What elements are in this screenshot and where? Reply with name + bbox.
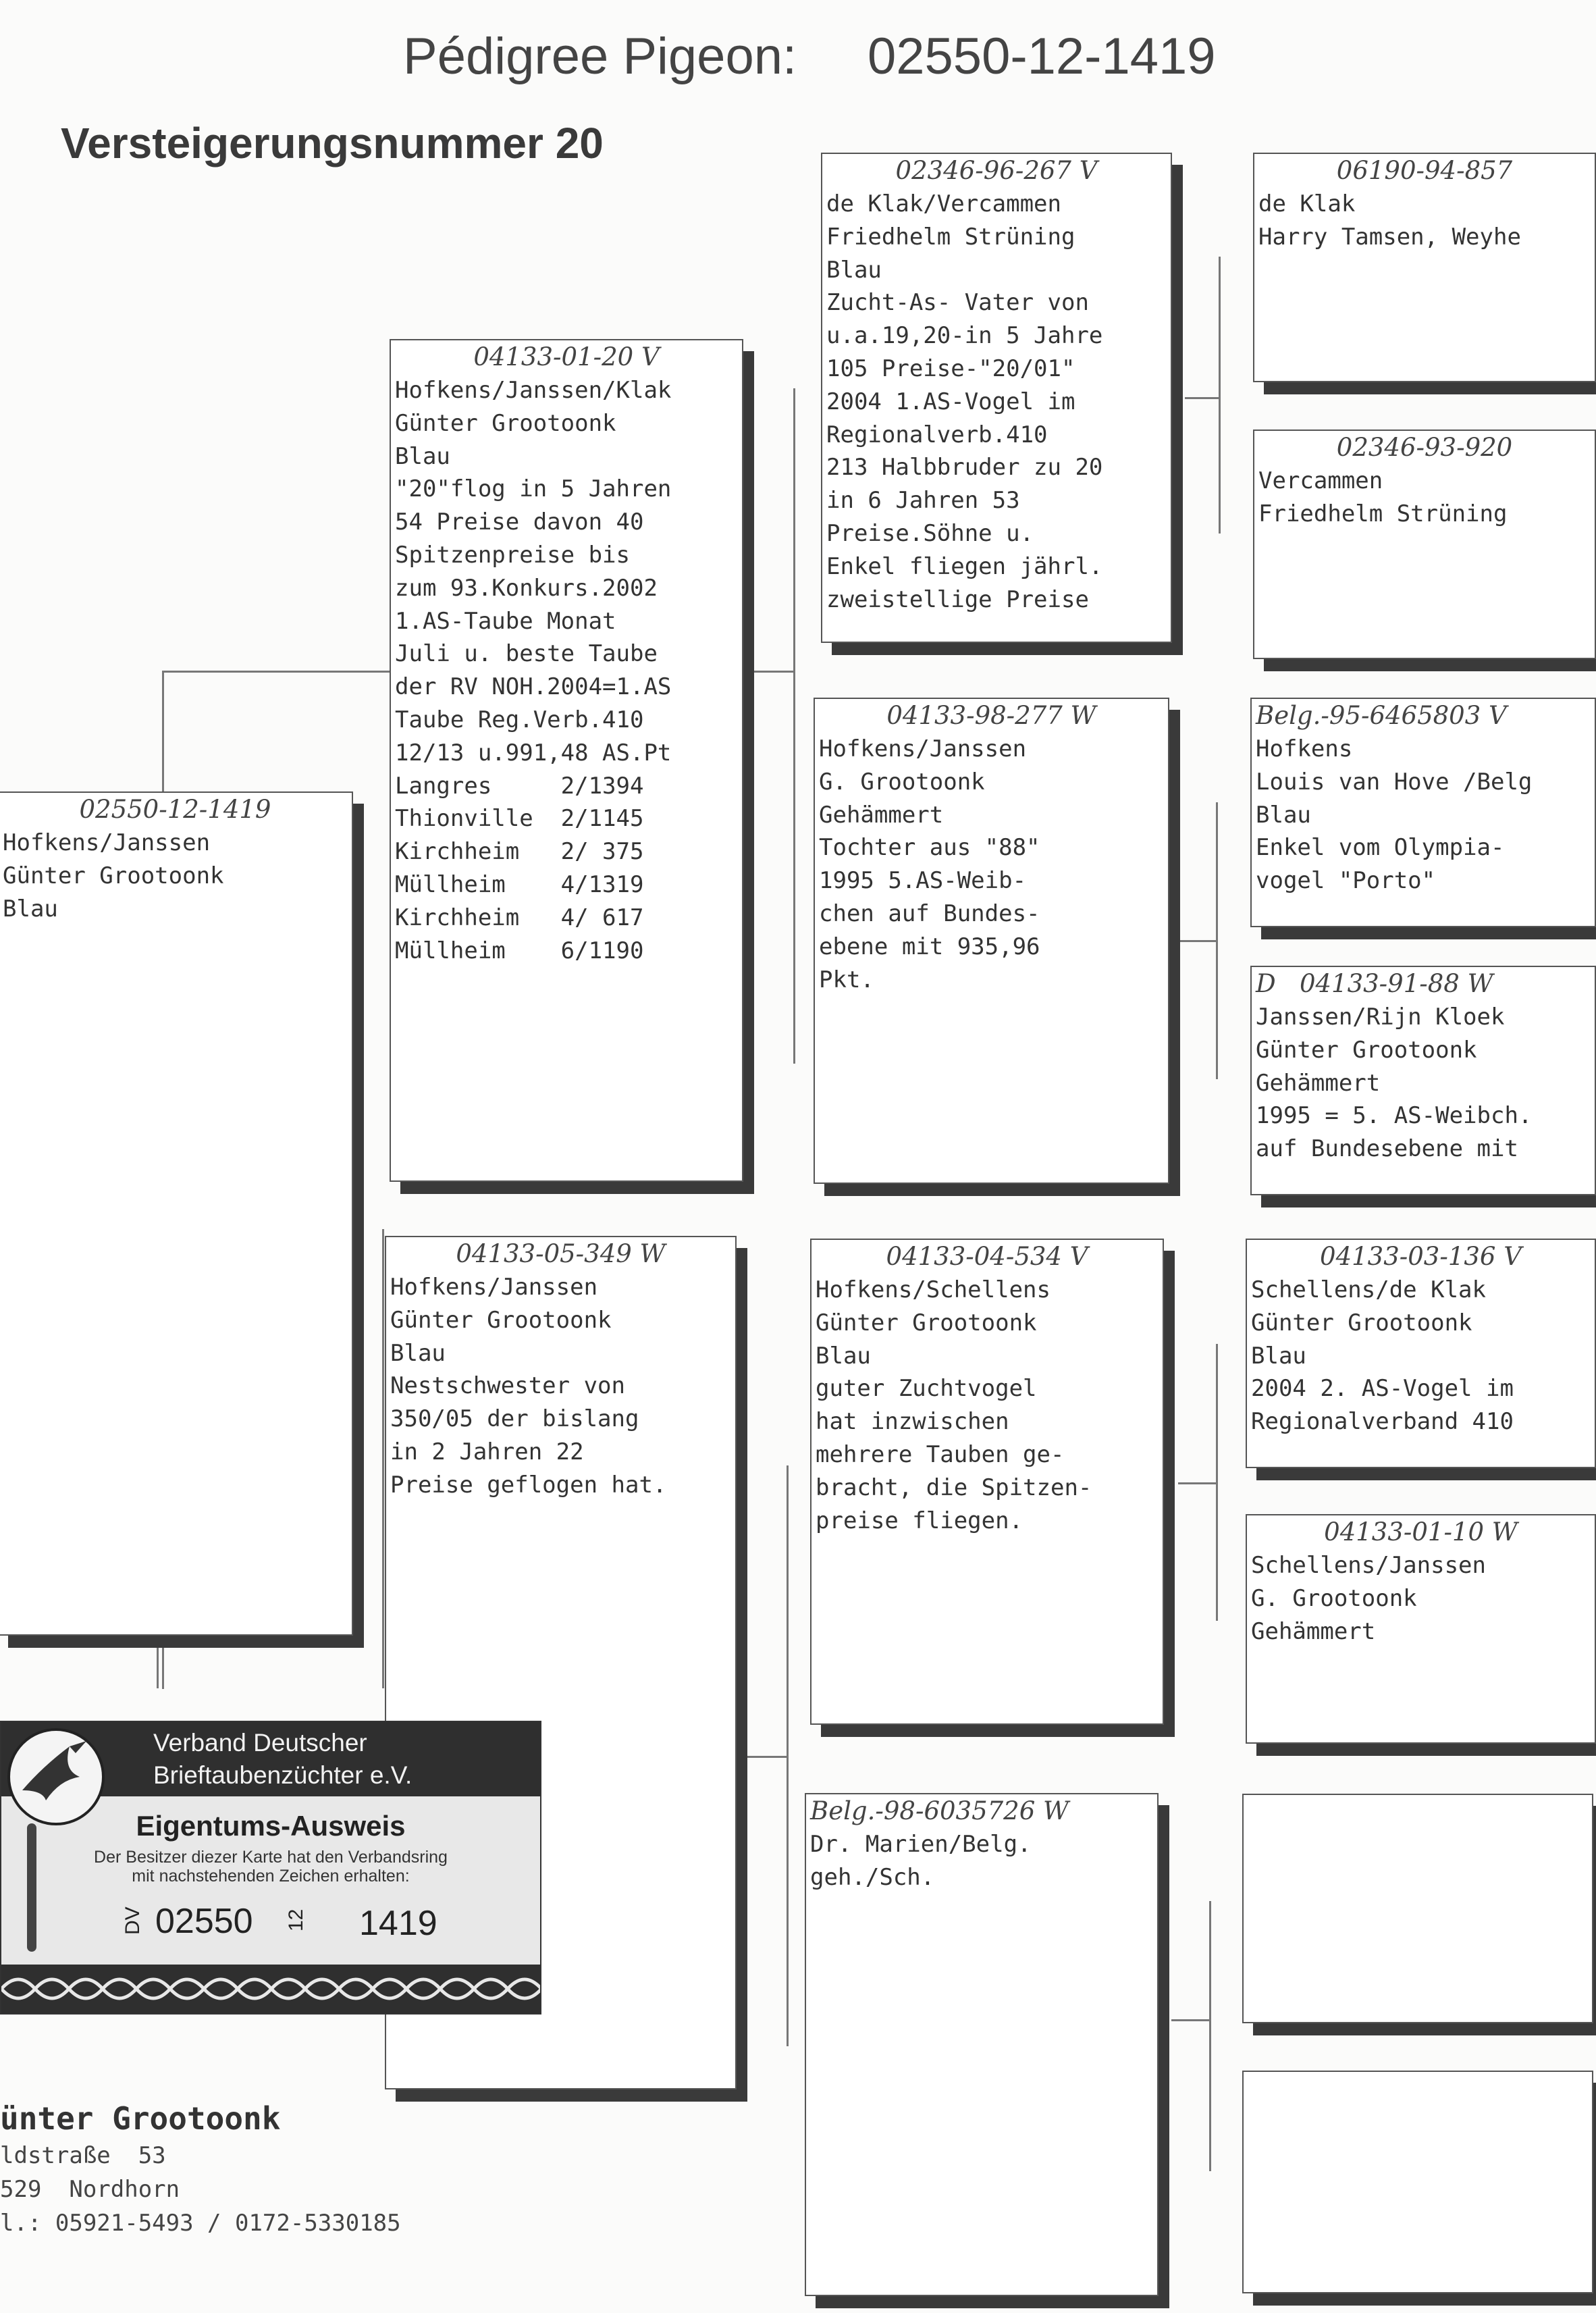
- pedigree-line: Müllheim 4/1319: [395, 870, 644, 898]
- ffm-lines: [1254, 465, 1595, 531]
- pedigree-line: zum 93.Konkurs.2002: [395, 574, 658, 602]
- mff-lines: [1247, 1274, 1595, 1438]
- auction-number: Versteigerungsnummer 20: [61, 119, 604, 167]
- pedigree-line: Gehämmert: [1251, 1617, 1376, 1645]
- pedigree-line: mehrere Tauben ge-: [816, 1440, 1065, 1468]
- mfm-box: [1246, 1514, 1596, 1744]
- pedigree-line: in 6 Jahren 53: [826, 487, 1020, 515]
- card-sub-line2: mit nachstehenden Zeichen erhalten:: [132, 1867, 410, 1886]
- pedigree-line: Nestschwester von: [390, 1372, 625, 1400]
- pedigree-line: Hofkens/Janssen: [819, 735, 1027, 762]
- pedigree-line: "20"flog in 5 Jahren: [395, 475, 672, 503]
- owner-phone: l.: 05921-5493 / 0172-5330185: [0, 2210, 401, 2237]
- connector-mother-grandparents-v: [787, 1465, 791, 2046]
- fmm-lines: [1252, 1001, 1595, 1166]
- pedigree-title-label: Pédigree Pigeon:: [403, 28, 797, 85]
- mmm-box: [1242, 2071, 1593, 2293]
- pedigree-line: chen auf Bundes-: [819, 900, 1040, 927]
- pedigree-line: Hofkens/Janssen: [3, 829, 211, 856]
- connector-mf-greats-v: [1216, 1344, 1220, 1621]
- fmf-lines: [1252, 733, 1595, 898]
- card-title: Eigentums-Ausweis: [136, 1810, 406, 1842]
- connector-subject-parents-bottom: [157, 1634, 161, 1688]
- father-ring: 04133-01-20 V: [473, 342, 660, 371]
- connector-fm-greats-v: [1216, 802, 1220, 1079]
- pedigree-line: Hofkens/Janssen/Klak: [395, 377, 672, 404]
- fmm-box: [1250, 966, 1596, 1195]
- ring-seal-icon: [27, 1823, 36, 1952]
- card-year: 12: [285, 1908, 307, 1931]
- pedigree-line: Enkel vom Olympia-: [1256, 834, 1505, 862]
- card-prefix: DV: [122, 1906, 144, 1935]
- subject-lines: [0, 827, 352, 925]
- fm-box: [814, 698, 1169, 1184]
- pedigree-line: Schellens/Janssen: [1251, 1552, 1486, 1579]
- pedigree-line: zweistellige Preise: [826, 586, 1089, 613]
- ff-box: [821, 153, 1172, 643]
- pedigree-line: Blau: [3, 895, 58, 922]
- pedigree-line: Günter Grootoonk: [395, 409, 616, 437]
- mm-box: [805, 1793, 1159, 2296]
- pedigree-line: G. Grootoonk: [819, 768, 985, 796]
- mm-lines: [806, 1828, 1157, 1894]
- pedigree-line: vogel "Porto": [1256, 867, 1436, 895]
- fff-ring: 06190-94-857: [1336, 156, 1513, 185]
- pedigree-line: Thionville 2/1145: [395, 805, 644, 833]
- pedigree-line: Blau: [826, 256, 882, 284]
- connector-mf-greats: [1178, 1482, 1216, 1486]
- pedigree-line: 12/13 u.991,48 AS.Pt: [395, 739, 672, 766]
- pedigree-line: 1995 = 5. AS-Weibch.: [1256, 1102, 1533, 1130]
- pedigree-line: Taube Reg.Verb.410: [395, 706, 644, 733]
- pedigree-line: 54 Preise davon 40: [395, 509, 644, 536]
- fmf-ring: Belg.-95-6465803 V: [1256, 701, 1507, 730]
- pedigree-line: Blau: [816, 1342, 871, 1370]
- pedigree-line: Müllheim 6/1190: [395, 937, 644, 964]
- pedigree-line: Zucht-As- Vater von: [826, 289, 1089, 317]
- pedigree-line: Dr. Marien/Belg.: [810, 1831, 1032, 1858]
- pedigree-line: Spitzenpreise bis: [395, 541, 630, 569]
- pedigree-line: geh./Sch.: [810, 1863, 935, 1891]
- pedigree-line: Günter Grootoonk: [390, 1306, 612, 1334]
- connector-ff-greats-v: [1219, 257, 1223, 534]
- pedigree-line: hat inzwischen: [816, 1408, 1009, 1436]
- pedigree-line: Friedhelm Strüning: [1258, 500, 1508, 527]
- pedigree-line: Günter Grootoonk: [1251, 1309, 1472, 1336]
- pedigree-line: Pkt.: [819, 966, 874, 993]
- fm-ring: 04133-98-277 W: [886, 701, 1096, 730]
- mmm-ring: [1244, 2072, 1592, 2106]
- fff-lines: [1254, 188, 1595, 254]
- mff-ring: 04133-03-136 V: [1320, 1242, 1522, 1271]
- pedigree-line: Janssen/Rijn Kloek: [1256, 1004, 1505, 1031]
- connector-father-grandparents: [746, 671, 793, 675]
- pedigree-line: Kirchheim 2/ 375: [395, 838, 644, 866]
- mf-box: [810, 1239, 1164, 1725]
- pedigree-line: Günter Grootoonk: [1256, 1036, 1477, 1064]
- pedigree-line: Günter Grootoonk: [3, 862, 224, 889]
- pedigree-line: in 2 Jahren 22: [390, 1438, 584, 1465]
- pedigree-line: preise fliegen.: [816, 1507, 1023, 1534]
- connector-mm-greats: [1171, 2019, 1209, 2023]
- pedigree-line: Tochter aus "88": [819, 834, 1040, 862]
- pedigree-line: u.a.19,20-in 5 Jahre: [826, 322, 1103, 350]
- pedigree-line: 213 Halbbruder zu 20: [826, 454, 1103, 482]
- pedigree-line: Friedhelm Strüning: [826, 223, 1075, 251]
- fmm-ring: D 04133-91-88 W: [1256, 969, 1493, 998]
- pedigree-line: guter Zuchtvogel: [816, 1375, 1037, 1403]
- owner-city: 529 Nordhorn: [0, 2176, 180, 2203]
- pedigree-line: Louis van Hove /Belg: [1256, 768, 1533, 796]
- subject-ring: 02550-12-1419: [79, 795, 271, 824]
- pedigree-line: Blau: [1256, 801, 1311, 829]
- pedigree-line: Blau: [395, 442, 450, 470]
- pedigree-line: Hofkens/Schellens: [816, 1276, 1050, 1303]
- pedigree-line: Schellens/de Klak: [1251, 1276, 1486, 1303]
- pedigree-line: de Klak: [1258, 190, 1356, 217]
- connector-fm-greats: [1178, 940, 1216, 944]
- pedigree-title-ring: 02550-12-1419: [868, 28, 1216, 85]
- ff-lines: [822, 188, 1171, 616]
- mmf-ring: [1244, 1795, 1592, 1829]
- card-sub-line1: Der Besitzer diezer Karte hat den Verbandsring: [94, 1848, 448, 1867]
- father-box: [390, 339, 743, 1182]
- pedigree-line: Harry Tamsen, Weyhe: [1258, 223, 1521, 251]
- pedigree-line: 1.AS-Taube Monat: [395, 607, 616, 635]
- fm-lines: [815, 733, 1168, 996]
- ownership-card: [0, 1721, 541, 2015]
- pedigree-line: Langres 2/1394: [395, 772, 644, 800]
- ring-pattern-icon: [1, 1965, 540, 2013]
- pedigree-line: Blau: [390, 1339, 446, 1367]
- pedigree-line: Juli u. beste Taube: [395, 640, 658, 668]
- mf-lines: [812, 1274, 1163, 1537]
- owner-street: ldstraße 53: [0, 2142, 166, 2169]
- pedigree-line: Vercammen: [1258, 467, 1383, 494]
- father-lines: [391, 374, 742, 967]
- pedigree-line: der RV NOH.2004=1.AS: [395, 673, 672, 701]
- ffm-ring: 02346-93-920: [1336, 433, 1513, 462]
- pedigree-line: G. Grootoonk: [1251, 1584, 1417, 1612]
- pedigree-line: auf Bundesebene mit: [1256, 1135, 1518, 1163]
- fmf-box: [1250, 698, 1596, 927]
- mother-lines: [386, 1271, 735, 1502]
- ffm-box: [1253, 430, 1596, 659]
- subject-box: [0, 791, 353, 1636]
- pedigree-line: Regionalverband 410: [1251, 1408, 1514, 1436]
- mfm-ring: 04133-01-10 W: [1324, 1517, 1518, 1547]
- owner-name: ünter Grootoonk: [0, 2100, 281, 2137]
- pedigree-line: Hofkens/Janssen: [390, 1274, 598, 1301]
- pedigree-line: de Klak/Vercammen: [826, 190, 1061, 217]
- mfm-lines: [1247, 1549, 1595, 1648]
- connector-father-grandparents-v: [793, 388, 797, 1064]
- pedigree-line: Enkel fliegen jährl.: [826, 552, 1103, 580]
- card-org-line2: Brieftaubenzüchter e.V.: [153, 1761, 413, 1789]
- pedigree-line: 1995 5.AS-Weib-: [819, 867, 1027, 895]
- card-pattern-band: [1, 1965, 540, 2013]
- connector-ff-greats: [1185, 397, 1219, 401]
- pedigree-line: Blau: [1251, 1342, 1306, 1370]
- pedigree-line: 350/05 der bislang: [390, 1405, 639, 1433]
- ff-ring: 02346-96-267 V: [895, 156, 1098, 185]
- pedigree-line: bracht, die Spitzen-: [816, 1474, 1092, 1501]
- card-org-line1: Verband Deutscher: [153, 1729, 367, 1757]
- pedigree-line: Gehämmert: [1256, 1069, 1381, 1097]
- pedigree-line: Gehämmert: [819, 801, 944, 829]
- card-ring: 1419: [359, 1904, 437, 1943]
- connector-mother-grandparents: [739, 1756, 787, 1760]
- pedigree-line: 105 Preise-"20/01": [826, 355, 1075, 382]
- fff-box: [1253, 153, 1596, 382]
- pedigree-line: 2004 2. AS-Vogel im: [1251, 1375, 1514, 1403]
- pedigree-line: 2004 1.AS-Vogel im: [826, 388, 1075, 415]
- pedigree-line: Regionalverb.410: [826, 421, 1048, 448]
- pedigree-line: Kirchheim 4/ 617: [395, 904, 644, 931]
- mf-ring: 04133-04-534 V: [886, 1242, 1088, 1271]
- mff-box: [1246, 1239, 1596, 1468]
- pedigree-line: Preise geflogen hat.: [390, 1471, 667, 1499]
- pedigree-line: Preise.Söhne u.: [826, 519, 1034, 547]
- pedigree-line: ebene mit 935,96: [819, 933, 1040, 960]
- mother-ring: 04133-05-349 W: [456, 1239, 666, 1268]
- pedigree-line: Günter Grootoonk: [816, 1309, 1037, 1336]
- connector-mm-greats-v: [1209, 1901, 1213, 2171]
- mm-ring: Belg.-98-6035726 W: [810, 1796, 1069, 1825]
- pedigree-line: Hofkens: [1256, 735, 1353, 762]
- card-number: 02550: [155, 1902, 253, 1941]
- mmf-box: [1242, 1794, 1593, 2023]
